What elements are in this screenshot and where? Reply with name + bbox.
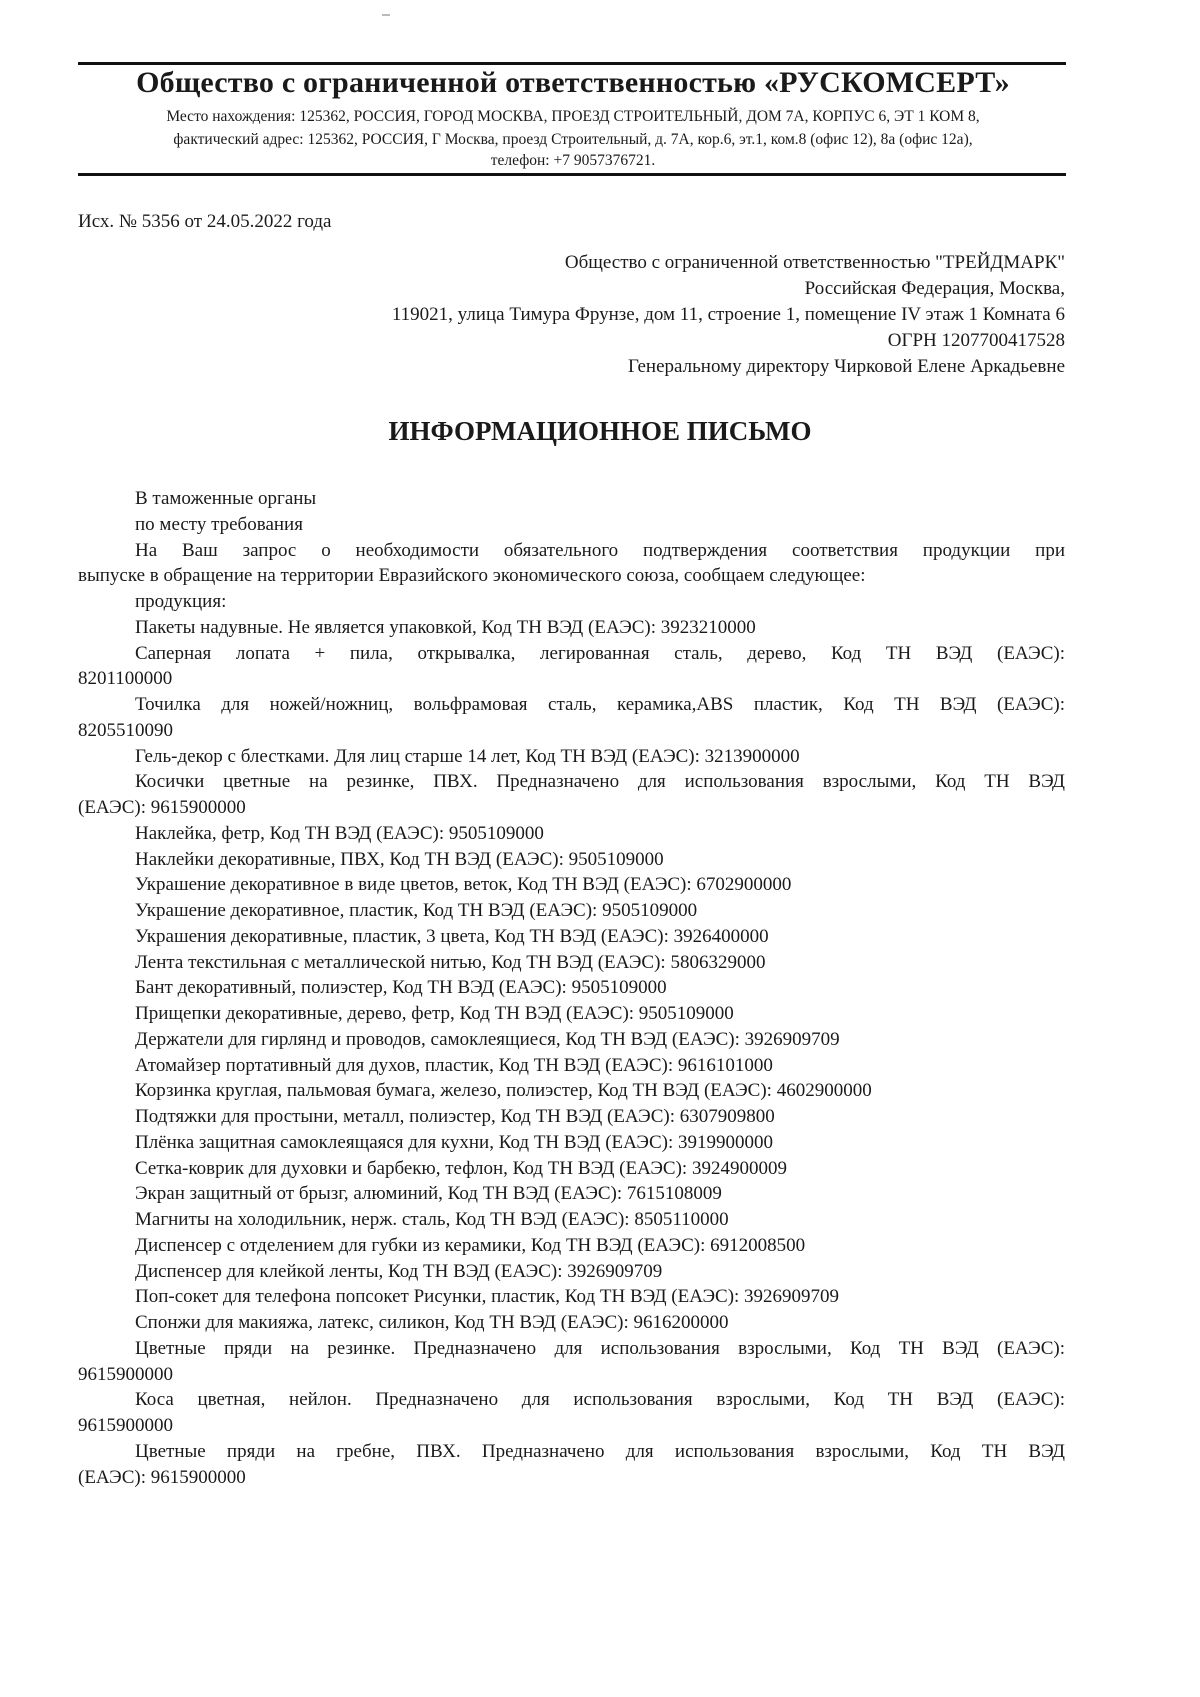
header-top-rule xyxy=(78,62,1066,65)
product-item xyxy=(78,1027,1065,1053)
text-line: Цветные пряди на резинке. Предназначено для использования взрослыми, Код ТН ВЭД (ЕАЭС): xyxy=(135,1337,1065,1359)
letter-body xyxy=(78,486,1065,1490)
product-item xyxy=(78,1156,1065,1182)
product-item xyxy=(78,950,1065,976)
product-item xyxy=(78,1078,1065,1104)
product-item xyxy=(78,1387,1065,1439)
letter-title: ИНФОРМАЦИОННОЕ ПИСЬМО xyxy=(388,416,812,446)
text-line: Прищепки декоративные, дерево, фетр, Код ТН ВЭД (ЕАЭС): 9505109000 xyxy=(135,1003,734,1024)
text-line: В таможенные органы xyxy=(135,488,317,509)
text-line: Лента текстильная с металлической нитью, Код ТН ВЭД (ЕАЭС): 5806329000 xyxy=(135,951,766,973)
text-line: 8205510090 xyxy=(78,719,173,741)
text-line: Плёнка защитная самоклеящаяся для кухни, Код ТН ВЭД (ЕАЭС): 3919900000 xyxy=(135,1131,773,1153)
text-line: Поп-сокет для телефона попсокет Рисунки, пластик, Код ТН ВЭД (ЕАЭС): 3926909709 xyxy=(135,1286,840,1308)
text-line: Точилка для ножей/ножниц, вольфрамовая сталь, керамика,ABS пластик, Код ТН ВЭД (ЕАЭС): xyxy=(135,694,1065,715)
text-line: (ЕАЭС): 9615900000 xyxy=(78,797,246,818)
text-line: выпуске в обращение на территории Евразийского экономического союза, сообщаем следующее: xyxy=(78,565,866,587)
product-item xyxy=(78,615,1065,641)
product-item xyxy=(78,847,1065,873)
text-line: Цветные пряди на гребне, ПВХ. Предназначено для использования взрослыми, Код ТН ВЭД xyxy=(135,1440,1065,1462)
product-item xyxy=(78,1336,1065,1388)
product-item xyxy=(78,1207,1065,1233)
text-line: Пакеты надувные. Не является упаковкой, Код ТН ВЭД (ЕАЭС): 3923210000 xyxy=(135,616,756,638)
text-line: Украшение декоративное, пластик, Код ТН ВЭД (ЕАЭС): 9505109000 xyxy=(135,900,698,921)
product-item xyxy=(78,769,1065,821)
text-line: На Ваш запрос о необходимости обязательного подтверждения соответствия продукции при xyxy=(135,539,1065,561)
text-line: Коса цветная, нейлон. Предназначено для использования взрослыми, Код ТН ВЭД (ЕАЭС): xyxy=(135,1389,1065,1411)
product-item xyxy=(78,641,1065,693)
text-line: 9615900000 xyxy=(78,1415,173,1436)
text-line: Наклейки декоративные, ПВХ, Код ТН ВЭД (ЕАЭС): 9505109000 xyxy=(135,848,664,870)
body-paragraph xyxy=(78,589,1065,615)
text-line: Косички цветные на резинке, ПВХ. Предназначено для использования взрослыми, Код ТН ВЭД xyxy=(135,771,1065,793)
legal-address: Место нахождения: 125362, РОССИЯ, ГОРОД МОСКВА, ПРОЕЗД СТРОИТЕЛЬНЫЙ, ДОМ 7А, КОРПУС 6, ЭТ 1 КОМ 8, xyxy=(166,108,980,125)
body-paragraph xyxy=(78,486,1065,512)
body-paragraph xyxy=(78,538,1065,590)
text-line: по месту требования xyxy=(135,513,303,535)
text-line: 9615900000 xyxy=(78,1363,173,1385)
product-item xyxy=(78,1310,1065,1336)
product-item xyxy=(78,1259,1065,1285)
text-line: Корзинка круглая, пальмовая бумага, железо, полиэстер, Код ТН ВЭД (ЕАЭС): 4602900000 xyxy=(135,1080,872,1102)
text-line: Атомайзер портативный для духов, пластик, Код ТН ВЭД (ЕАЭС): 9616101000 xyxy=(135,1054,773,1076)
org-name: Общество с ограниченной ответственностью «РУСКОМСЕРТ» xyxy=(136,66,1010,99)
text-line: 8201100000 xyxy=(78,668,173,690)
body-paragraph xyxy=(78,512,1065,538)
text-line: Экран защитный от брызг, алюминий, Код ТН ВЭД (ЕАЭС): 7615108009 xyxy=(135,1183,722,1205)
product-item xyxy=(78,872,1065,898)
text-line: Сетка-коврик для духовки и барбекю, тефлон, Код ТН ВЭД (ЕАЭС): 3924900009 xyxy=(135,1157,787,1179)
text-line: Спонжи для макияжа, латекс, силикон, Код ТН ВЭД (ЕАЭС): 9616200000 xyxy=(135,1312,729,1333)
product-item xyxy=(78,1130,1065,1156)
text-line: (ЕАЭС): 9615900000 xyxy=(78,1466,246,1488)
text-line: Украшения декоративные, пластик, 3 цвета, Код ТН ВЭД (ЕАЭС): 3926400000 xyxy=(135,925,769,947)
product-item xyxy=(78,692,1065,744)
text-line: Украшение декоративное в виде цветов, веток, Код ТН ВЭД (ЕАЭС): 6702900000 xyxy=(135,874,792,896)
scan-mark xyxy=(382,14,390,16)
product-item xyxy=(78,1439,1065,1491)
product-item xyxy=(78,898,1065,924)
product-item xyxy=(78,744,1065,770)
header-bottom-rule xyxy=(78,173,1066,176)
text-line: Диспенсер с отделением для губки из керамики, Код ТН ВЭД (ЕАЭС): 6912008500 xyxy=(135,1234,806,1256)
product-item xyxy=(78,821,1065,847)
recipient-line: ОГРН 1207700417528 xyxy=(887,330,1065,351)
recipient-line: Общество с ограниченной ответственностью "ТРЕЙДМАРК" xyxy=(564,252,1065,273)
text-line: Саперная лопата + пила, открывалка, легированная сталь, дерево, Код ТН ВЭД (ЕАЭС): xyxy=(135,642,1065,664)
product-item xyxy=(78,1233,1065,1259)
recipient-line: Российская Федерация, Москва, xyxy=(804,278,1065,299)
product-item xyxy=(78,1104,1065,1130)
product-item xyxy=(78,1053,1065,1079)
text-line: продукция: xyxy=(135,591,227,612)
product-item xyxy=(78,975,1065,1001)
text-line: Подтяжки для простыни, металл, полиэстер, Код ТН ВЭД (ЕАЭС): 6307909800 xyxy=(135,1106,775,1127)
text-line: Держатели для гирлянд и проводов, самоклеящиеся, Код ТН ВЭД (ЕАЭС): 3926909709 xyxy=(135,1028,840,1050)
text-line: Магниты на холодильник, нерж. сталь, Код ТН ВЭД (ЕАЭС): 8505110000 xyxy=(135,1209,729,1230)
product-item xyxy=(78,1001,1065,1027)
text-line: Бант декоративный, полиэстер, Код ТН ВЭД (ЕАЭС): 9505109000 xyxy=(135,977,667,999)
text-line: Гель-декор с блестками. Для лиц старше 14 лет, Код ТН ВЭД (ЕАЭС): 3213900000 xyxy=(135,745,800,767)
product-item xyxy=(78,1181,1065,1207)
recipient-line: Генеральному директору Чирковой Елене Аркадьевне xyxy=(627,356,1065,377)
recipient-line: 119021, улица Тимура Фрунзе, дом 11, строение 1, помещение IV этаж 1 Комната 6 xyxy=(391,304,1065,325)
actual-address: фактический адрес: 125362, РОССИЯ, Г Москва, проезд Строительный, д. 7А, кор.6, эт.1, ком.8 (офис 12), 8а (офис 12а), xyxy=(173,131,973,148)
text-line: Диспенсер для клейкой ленты, Код ТН ВЭД (ЕАЭС): 3926909709 xyxy=(135,1260,663,1282)
outgoing-number: Исх. № 5356 от 24.05.2022 года xyxy=(78,211,332,232)
product-item xyxy=(78,924,1065,950)
product-item xyxy=(78,1284,1065,1310)
recipient-block xyxy=(392,250,1065,380)
phone: телефон: +7 9057376721. xyxy=(490,152,656,169)
text-line: Наклейка, фетр, Код ТН ВЭД (ЕАЭС): 9505109000 xyxy=(135,822,544,844)
